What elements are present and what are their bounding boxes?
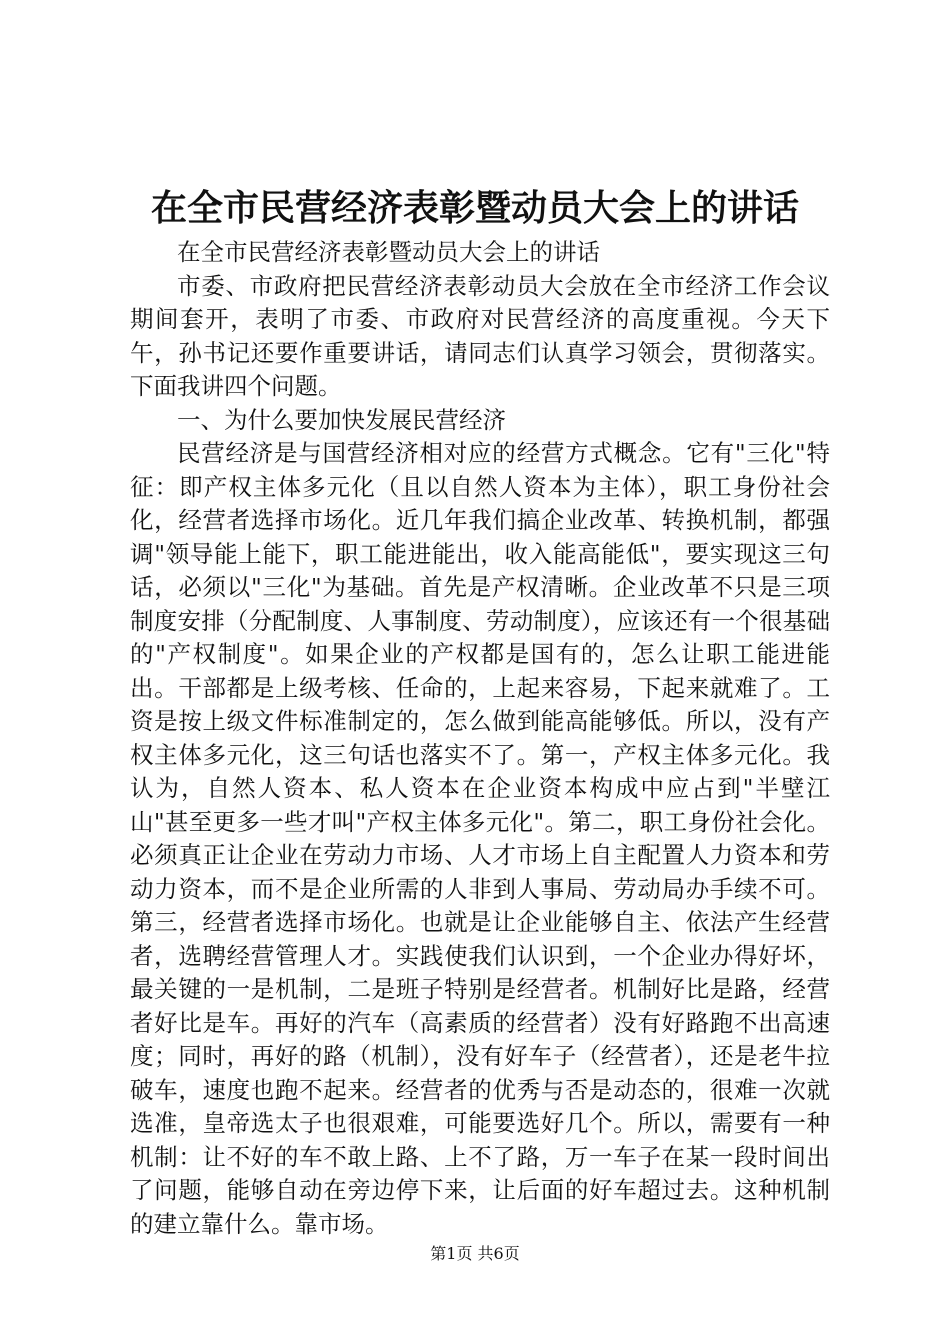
section-heading-1: 一、为什么要加快发展民营经济: [177, 405, 506, 434]
page-footer: 第1页 共6页: [430, 1244, 520, 1263]
body-paragraph-subtitle: 在全市民营经济表彰暨动员大会上的讲话: [177, 238, 600, 266]
body-paragraph-main: 民营经济是与国营经济相对应的经营方式概念。它有"三化"特征：即产权主体多元化（且以自然人资本为主体），职工身份社会化，经营者选择市场化。近几年我们搞企业改革、转换机制，都强调"领导能上能下，职工能进能出，收入能高能低"，要实现这三句话，必须以"三化"为基础。首先是产权清晰。企业改革不只是三项制度安排（分配制度、人事制度、劳动制度），应该还有一个很基础的"产权制度"。如果企业的产权都是国有的，怎么让职工能进能出。干部都是上级考核、任命的，上起来容易，下起来就难了。工资是按上级文件标准制定的，怎么做到能高能够低。所以，没有产权主体多元化，这三句话也落实不了。第一，产权主体多元化。我认为，自然人资本、私人资本在企业资本构成中应占到"半壁江山"甚至更多一些才叫"产权主体多元化"。第二，职工身份社会化。必须真正让企业在劳动力市场、人才市场上自主配置人力资本和劳动力资本，而不是企业所需的人非到人事局、劳动局办手续不可。第三，经营者选择市场化。也就是让企业能够自主、依法产生经营者，选聘经营管理人才。实践使我们认识到，一个企业办得好坏，最关键的一是机制，二是班子特别是经营者。机制好比是路，经营者好比是车。再好的汽车（高素质的经营者）没有好路跑不出高速度；同时，再好的路（机制），没有好车子（经营者），还是老牛拉破车，速度也跑不起来。经营者的优秀与否是动态的，很难一次就选准，皇帝选太子也很艰难，可能要选好几个。所以，需要有一种机制：让不好的车不敢上路、上不了路，万一车子在某一段时间出了问题，能够自动在旁边停下来，让后面的好车超过去。这种机制的建立靠什么。靠市场。: [130, 439, 830, 1238]
body-paragraph-intro: 市委、市政府把民营经济表彰动员大会放在全市经济工作会议期间套开，表明了市委、市政府对民营经济的高度重视。今天下午，孙书记还要作重要讲话，请同志们认真学习领会，贯彻落实。下面我讲四个问题。: [130, 271, 830, 400]
document-title: 在全市民营经济表彰暨动员大会上的讲话: [150, 187, 799, 229]
document-body: [130, 236, 830, 1241]
